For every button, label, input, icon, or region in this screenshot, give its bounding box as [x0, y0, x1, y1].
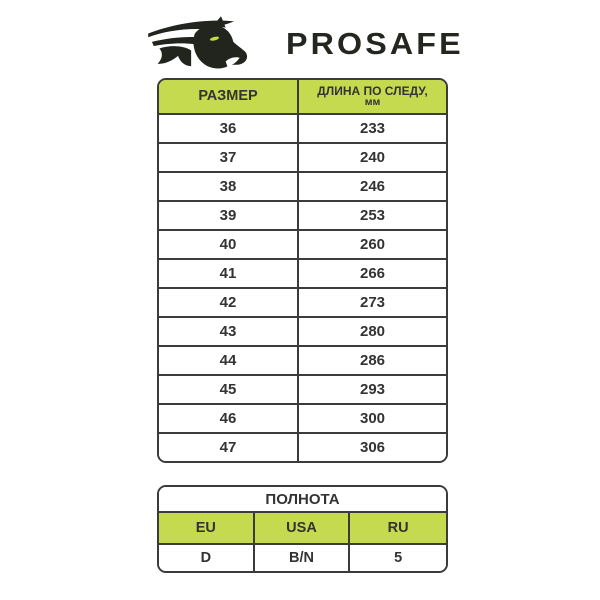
width-header-eu: EU	[159, 513, 255, 543]
length-column-header	[299, 80, 446, 113]
size-cell: 39	[159, 202, 299, 229]
size-table-row	[159, 229, 446, 258]
size-table-row	[159, 316, 446, 345]
size-cell: 42	[159, 289, 299, 316]
size-cell: 45	[159, 376, 299, 403]
width-table	[157, 485, 448, 573]
size-table-row	[159, 403, 446, 432]
length-cell: 286	[359, 352, 386, 369]
size-cell: 38	[159, 173, 299, 200]
size-cell: 37	[159, 144, 299, 171]
width-value-ru: 5	[394, 550, 403, 566]
brand-wordmark: PROSAFE	[285, 26, 464, 61]
size-table-body	[159, 113, 446, 461]
rhino-icon	[144, 13, 270, 69]
size-column-header: РАЗМЕР	[159, 80, 299, 113]
size-table-row	[159, 287, 446, 316]
width-value-usa: B/N	[255, 545, 351, 571]
size-table-row	[159, 171, 446, 200]
width-table-title: ПОЛНОТА	[159, 487, 446, 511]
width-table-header	[159, 511, 446, 545]
size-table-row	[159, 374, 446, 403]
size-cell: 43	[159, 318, 299, 345]
size-table-row	[159, 142, 446, 171]
width-header-usa: USA	[255, 513, 351, 543]
length-cell: 293	[359, 381, 386, 398]
length-cell: 280	[359, 323, 386, 340]
length-header-unit: мм	[364, 96, 381, 109]
logo	[150, 12, 464, 70]
size-cell: 44	[159, 347, 299, 374]
size-cell: 40	[159, 231, 299, 258]
length-cell: 246	[359, 178, 386, 195]
length-cell: 240	[359, 149, 386, 166]
size-cell: 47	[159, 434, 299, 461]
length-cell: 300	[359, 410, 386, 427]
length-cell: 233	[359, 120, 386, 137]
width-table-values	[159, 545, 446, 571]
size-cell: 41	[159, 260, 299, 287]
size-cell: 46	[159, 405, 299, 432]
width-header-ru: RU	[387, 520, 409, 536]
size-table-row	[159, 432, 446, 461]
size-table-row	[159, 345, 446, 374]
length-header-line1: ДЛИНА ПО СЛЕДУ,	[317, 83, 428, 98]
length-cell: 306	[359, 439, 386, 456]
size-table-row	[159, 113, 446, 142]
size-table-row	[159, 200, 446, 229]
size-cell: 36	[159, 115, 299, 142]
width-value-eu: D	[159, 545, 255, 571]
length-cell: 260	[359, 236, 386, 253]
length-cell: 273	[359, 294, 386, 311]
length-cell: 253	[359, 207, 386, 224]
size-table-row	[159, 258, 446, 287]
size-table	[157, 78, 448, 463]
length-cell: 266	[359, 265, 386, 282]
size-table-header	[159, 80, 446, 113]
